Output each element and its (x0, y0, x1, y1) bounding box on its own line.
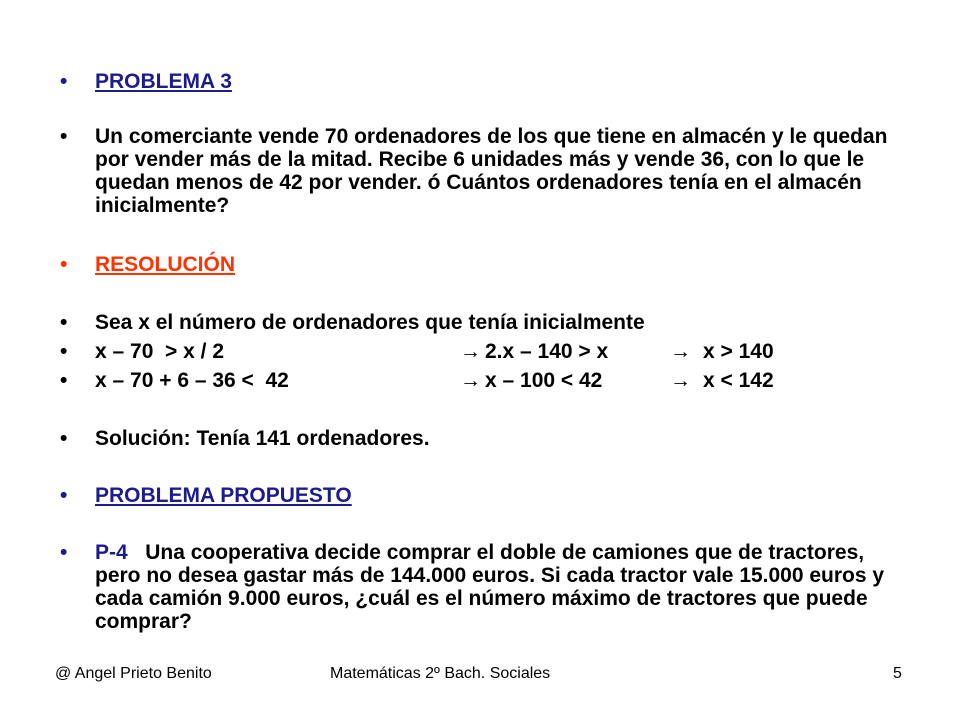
footer-course: Matemáticas 2º Bach. Sociales (330, 665, 551, 682)
equation-2-step2: x < 142 (703, 369, 774, 392)
bullet: • (60, 70, 68, 93)
bullet: • (60, 340, 68, 363)
arrow-icon: → (460, 369, 481, 392)
bullet: • (60, 311, 68, 334)
proposed-statement: Una cooperativa decide comprar el doble de camiones que de tractores, pero no desea gastar más de 144.000 euros. Si cada tractor vale 15.000 euros y cada camión 9.000 euros, ¿cuál es el número máximo de tractores que puede comprar? (95, 541, 885, 633)
resolution-title[interactable]: RESOLUCIÓN (95, 253, 236, 276)
arrow-icon: → (670, 340, 691, 363)
bullet: • (60, 427, 68, 450)
problem3-title[interactable]: PROBLEMA 3 (95, 70, 232, 93)
equation-2-step1: x – 100 < 42 (485, 369, 603, 392)
equation-2-lhs: x – 70 + 6 – 36 < 42 (95, 369, 289, 392)
arrow-icon: → (460, 340, 481, 363)
bullet: • (60, 484, 68, 507)
resolution-let: Sea x el número de ordenadores que tenía inicialmente (95, 311, 645, 334)
solution-text: Solución: Tenía 141 ordenadores. (95, 427, 430, 450)
equation-1-step1: 2.x – 140 > x (485, 340, 609, 363)
bullet: • (60, 125, 68, 148)
footer-author: @ Angel Prieto Benito (55, 665, 212, 682)
proposed-title[interactable]: PROBLEMA PROPUESTO (95, 484, 352, 507)
proposed-statement-block (95, 541, 905, 633)
bullet: • (60, 541, 68, 564)
bullet: • (60, 369, 68, 392)
equation-1-lhs: x – 70 > x / 2 (95, 340, 225, 363)
arrow-icon: → (670, 369, 691, 392)
problem3-statement: Un comerciante vende 70 ordenadores de los que tiene en almacén y le quedan por vender más de la mitad. Recibe 6 unidades más y vende 36, con lo que le quedan menos de 42 por vender. ó Cuántos ordenadores tenía en el almacén inicialmente? (95, 125, 888, 217)
equation-1-step2: x > 140 (703, 340, 774, 363)
footer-page-number: 5 (893, 665, 902, 682)
bullet: • (60, 253, 68, 276)
proposed-code: P-4 (95, 541, 128, 564)
